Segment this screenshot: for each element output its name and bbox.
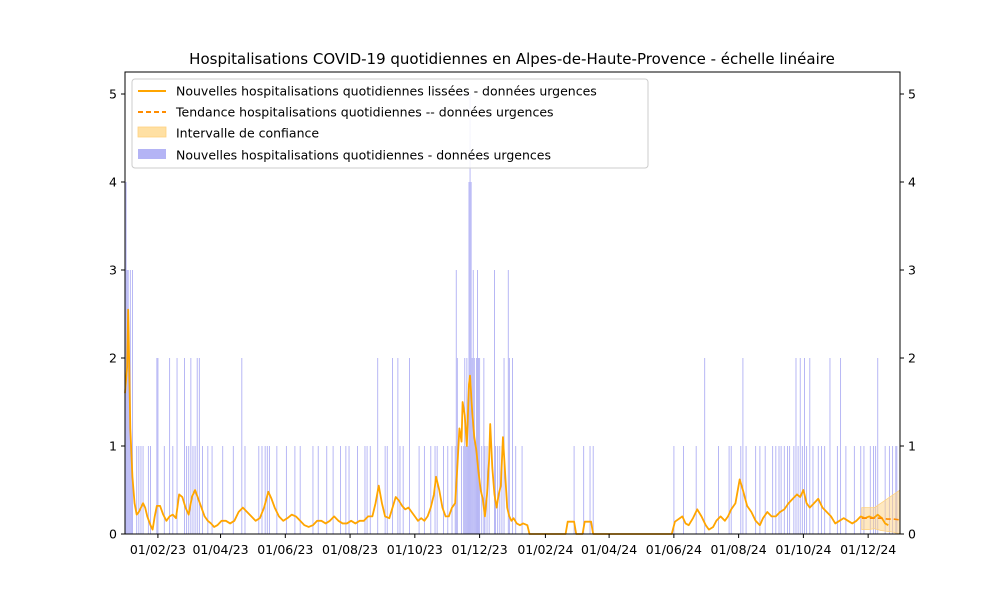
bar [765, 446, 766, 534]
bar [377, 358, 378, 534]
x-tick-label: 01/02/23 [129, 542, 186, 557]
bar [522, 446, 523, 534]
bar [775, 446, 776, 534]
y-tick-label-left: 5 [109, 86, 117, 102]
x-tick-label: 01/08/24 [710, 542, 767, 557]
bar [840, 358, 841, 534]
bar [512, 358, 513, 534]
bar [150, 446, 151, 534]
bar [188, 446, 189, 534]
bar [497, 446, 498, 534]
bar [333, 446, 334, 534]
legend-label-bars: Nouvelles hospitalisations quotidiennes - données urgences [176, 147, 551, 163]
legend-label-confidence: Intervalle de confiance [176, 125, 320, 141]
x-tick-label: 01/06/24 [645, 542, 702, 557]
legend [132, 79, 648, 168]
y-tick-label-right: 3 [908, 262, 916, 278]
legend-swatch-confidence [138, 127, 166, 137]
bar [138, 446, 139, 534]
bar [495, 446, 496, 534]
bar [294, 446, 295, 534]
bar [467, 446, 468, 534]
bar [186, 446, 187, 534]
bar [169, 358, 170, 534]
x-tick-label: 01/12/23 [451, 542, 508, 557]
bar [312, 446, 313, 534]
x-tick-label: 01/06/23 [257, 542, 314, 557]
bar [367, 446, 368, 534]
bar [471, 182, 472, 534]
bar [731, 446, 732, 534]
bar [740, 446, 741, 534]
bar [262, 446, 263, 534]
bar [729, 446, 730, 534]
bar [443, 446, 444, 534]
bar [475, 446, 476, 534]
bar [593, 446, 594, 534]
bar [269, 446, 270, 534]
bar [800, 358, 801, 534]
y-tick-label-right: 5 [908, 86, 916, 102]
x-tick-label: 01/10/24 [775, 542, 832, 557]
legend-swatch-bars [138, 149, 166, 159]
y-tick-label-left: 2 [109, 350, 117, 366]
bar [837, 446, 838, 534]
bar [796, 358, 797, 534]
y-tick-label-left: 1 [109, 438, 117, 454]
bar [463, 446, 464, 534]
x-tick-label: 01/02/24 [517, 542, 574, 557]
bar [397, 358, 398, 534]
bar [461, 446, 462, 534]
bar [821, 446, 822, 534]
bar [860, 446, 861, 534]
bar [430, 446, 431, 534]
bar [403, 446, 404, 534]
bar [472, 358, 473, 534]
bar [772, 446, 773, 534]
y-tick-label-right: 0 [908, 526, 916, 542]
chart-title: Hospitalisations COVID-19 quotidiennes en Alpes-de-Haute-Provence - échelle linéaire [189, 50, 835, 68]
x-tick-label: 01/12/24 [840, 542, 897, 557]
bar [779, 446, 780, 534]
bar [818, 446, 819, 534]
bar [583, 446, 584, 534]
bar [704, 358, 705, 534]
bar [477, 270, 478, 534]
bar [286, 446, 287, 534]
bar [157, 358, 158, 534]
x-tick-label: 01/04/23 [192, 542, 249, 557]
x-tick-label: 01/10/23 [386, 542, 443, 557]
bar [789, 446, 790, 534]
bar [265, 446, 266, 534]
bar [370, 446, 371, 534]
bar [469, 182, 470, 534]
bar [387, 446, 388, 534]
bar [813, 446, 814, 534]
bar [787, 446, 788, 534]
bar [465, 446, 466, 534]
bar [759, 446, 760, 534]
bar [464, 358, 465, 534]
legend-label-trend: Tendance hospitalisations quotidiennes -- données urgences [176, 104, 554, 120]
y-tick-label-right: 1 [908, 438, 916, 454]
bar [212, 446, 213, 534]
x-tick-label: 01/04/24 [581, 542, 638, 557]
bar [267, 446, 268, 534]
bar [784, 446, 785, 534]
bar [806, 446, 807, 534]
bar [202, 446, 203, 534]
y-tick-label-left: 0 [109, 526, 117, 542]
bar [340, 446, 341, 534]
bar [385, 446, 386, 534]
bar [141, 446, 142, 534]
bar [357, 446, 358, 534]
bar [798, 446, 799, 534]
y-tick-label-right: 4 [908, 174, 916, 190]
bar [172, 446, 173, 534]
bar [136, 446, 137, 534]
bar [437, 446, 438, 534]
bar [793, 446, 794, 534]
bar [276, 446, 277, 534]
bar [245, 446, 246, 534]
bar [824, 446, 825, 534]
bar [326, 446, 327, 534]
legend-label-smoothed: Nouvelles hospitalisations quotidiennes lissées - données urgences [176, 83, 597, 99]
bar [746, 446, 747, 534]
bar [164, 446, 165, 534]
bar [508, 270, 509, 534]
bar [143, 446, 144, 534]
bar [854, 446, 855, 534]
bar [804, 358, 805, 534]
bar [197, 358, 198, 534]
bar [400, 446, 401, 534]
bar [349, 446, 350, 534]
bar [742, 358, 743, 534]
bar [484, 446, 485, 534]
y-tick-label-right: 2 [908, 350, 916, 366]
bar [509, 358, 510, 534]
bar [132, 270, 133, 534]
bar [447, 446, 448, 534]
x-tick-label: 01/08/23 [321, 542, 379, 557]
y-tick-label-left: 3 [109, 262, 117, 278]
y-tick-label-left: 4 [109, 174, 117, 190]
bar [199, 358, 200, 534]
bar [473, 270, 474, 534]
bar [845, 446, 846, 534]
bar [452, 446, 453, 534]
bar [718, 446, 719, 534]
bar [673, 446, 674, 534]
bar [478, 358, 479, 534]
bar [696, 446, 697, 534]
bar [474, 358, 475, 534]
bar [258, 446, 259, 534]
bar [479, 358, 480, 534]
bar [781, 446, 782, 534]
bar [830, 358, 831, 534]
bar [345, 446, 346, 534]
bar [193, 446, 194, 534]
